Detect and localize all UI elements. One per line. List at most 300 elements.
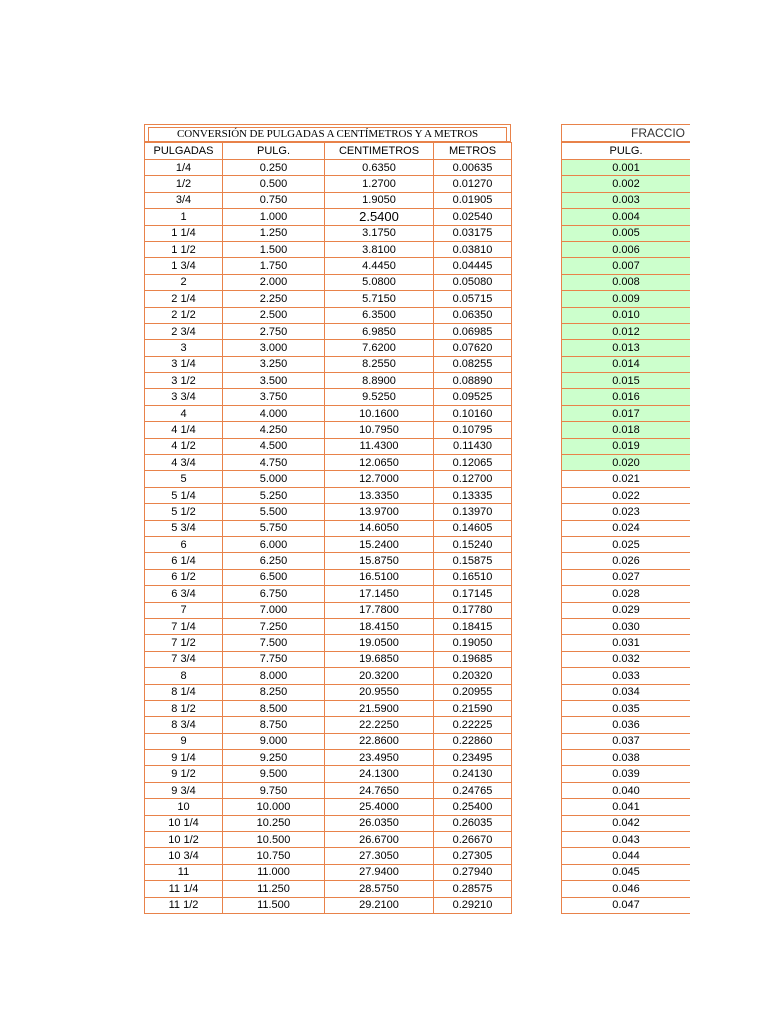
centimetros-cell: 19.6850 — [325, 651, 434, 667]
fraction-row — [562, 832, 691, 848]
centimetros-cell: 17.7800 — [325, 602, 434, 618]
pulgadas-cell: 9 3/4 — [145, 782, 223, 798]
metros-cell: 0.10795 — [434, 422, 512, 438]
fraction-row — [562, 209, 691, 225]
metros-cell: 0.13335 — [434, 487, 512, 503]
fraction-row — [562, 258, 691, 274]
pulgadas-cell: 4 — [145, 405, 223, 421]
fraction-grid — [561, 142, 690, 914]
metros-cell: 0.15240 — [434, 536, 512, 552]
pulg-cell: 6.500 — [223, 569, 325, 585]
centimetros-cell: 3.1750 — [325, 225, 434, 241]
pulg-cell: 3.500 — [223, 373, 325, 389]
pulg-cell: 0.750 — [223, 192, 325, 208]
fraction-cell: 0.007 — [562, 258, 691, 274]
fraction-cell: 0.008 — [562, 274, 691, 290]
fraction-cell: 0.043 — [562, 832, 691, 848]
fraction-header-pulg: PULG. — [562, 143, 691, 160]
centimetros-cell: 23.4950 — [325, 750, 434, 766]
pulg-cell: 2.750 — [223, 323, 325, 339]
table-row — [145, 356, 512, 372]
pulg-cell: 6.250 — [223, 553, 325, 569]
metros-cell: 0.27940 — [434, 864, 512, 880]
table-row — [145, 700, 512, 716]
table-row — [145, 832, 512, 848]
metros-cell: 0.06350 — [434, 307, 512, 323]
pulgadas-cell: 1 1/4 — [145, 225, 223, 241]
fraction-cell: 0.005 — [562, 225, 691, 241]
centimetros-cell: 5.0800 — [325, 274, 434, 290]
centimetros-cell: 29.2100 — [325, 897, 434, 913]
centimetros-cell: 8.2550 — [325, 356, 434, 372]
fraction-rows — [562, 160, 691, 914]
pulg-cell: 8.750 — [223, 717, 325, 733]
table-row — [145, 618, 512, 634]
table-row — [145, 848, 512, 864]
table-row — [145, 520, 512, 536]
pulg-cell: 7.500 — [223, 635, 325, 651]
header-pulg: PULG. — [223, 143, 325, 160]
fraction-cell: 0.022 — [562, 487, 691, 503]
centimetros-cell: 15.8750 — [325, 553, 434, 569]
pulgadas-cell: 8 — [145, 668, 223, 684]
metros-cell: 0.22860 — [434, 733, 512, 749]
fraction-cell: 0.009 — [562, 291, 691, 307]
fraction-row — [562, 405, 691, 421]
metros-cell: 0.00635 — [434, 160, 512, 176]
fraction-row — [562, 389, 691, 405]
metros-cell: 0.07620 — [434, 340, 512, 356]
fraction-cell: 0.029 — [562, 602, 691, 618]
fraction-row — [562, 536, 691, 552]
pulg-cell: 10.250 — [223, 815, 325, 831]
fraction-row — [562, 553, 691, 569]
metros-cell: 0.10160 — [434, 405, 512, 421]
metros-cell: 0.19050 — [434, 635, 512, 651]
fraction-cell: 0.010 — [562, 307, 691, 323]
metros-cell: 0.11430 — [434, 438, 512, 454]
fraction-cell: 0.036 — [562, 717, 691, 733]
fraction-row — [562, 291, 691, 307]
metros-cell: 0.21590 — [434, 700, 512, 716]
fraction-cell: 0.020 — [562, 455, 691, 471]
table-row — [145, 438, 512, 454]
fraction-cell: 0.042 — [562, 815, 691, 831]
fraction-cell: 0.023 — [562, 504, 691, 520]
table-row — [145, 422, 512, 438]
fraction-table — [561, 124, 690, 914]
table-row — [145, 241, 512, 257]
pulg-cell: 4.750 — [223, 455, 325, 471]
fraction-row — [562, 487, 691, 503]
centimetros-cell: 6.9850 — [325, 323, 434, 339]
pulgadas-cell: 7 — [145, 602, 223, 618]
pulgadas-cell: 11 1/2 — [145, 897, 223, 913]
metros-cell: 0.12065 — [434, 455, 512, 471]
fraction-row — [562, 569, 691, 585]
pulg-cell: 4.250 — [223, 422, 325, 438]
fraction-cell: 0.047 — [562, 897, 691, 913]
pulgadas-cell: 7 3/4 — [145, 651, 223, 667]
fraction-cell: 0.037 — [562, 733, 691, 749]
pulgadas-cell: 1 1/2 — [145, 241, 223, 257]
fraction-row — [562, 668, 691, 684]
metros-cell: 0.16510 — [434, 569, 512, 585]
centimetros-cell: 2.5400 — [325, 209, 434, 225]
table-row — [145, 160, 512, 176]
centimetros-cell: 13.9700 — [325, 504, 434, 520]
fraction-row — [562, 520, 691, 536]
fraction-title: FRACCIO — [561, 124, 690, 142]
metros-cell: 0.06985 — [434, 323, 512, 339]
centimetros-cell: 27.3050 — [325, 848, 434, 864]
fraction-row — [562, 864, 691, 880]
table-row — [145, 782, 512, 798]
pulgadas-cell: 10 3/4 — [145, 848, 223, 864]
centimetros-cell: 20.9550 — [325, 684, 434, 700]
pulgadas-cell: 4 1/4 — [145, 422, 223, 438]
centimetros-cell: 12.7000 — [325, 471, 434, 487]
table-row — [145, 569, 512, 585]
centimetros-cell: 28.5750 — [325, 881, 434, 897]
pulg-cell: 0.500 — [223, 176, 325, 192]
pulgadas-cell: 9 1/2 — [145, 766, 223, 782]
metros-cell: 0.02540 — [434, 209, 512, 225]
fraction-cell: 0.025 — [562, 536, 691, 552]
pulgadas-cell: 1 3/4 — [145, 258, 223, 274]
table-row — [145, 536, 512, 552]
pulg-cell: 9.750 — [223, 782, 325, 798]
metros-cell: 0.29210 — [434, 897, 512, 913]
pulg-cell: 5.250 — [223, 487, 325, 503]
fraction-cell: 0.024 — [562, 520, 691, 536]
metros-cell: 0.04445 — [434, 258, 512, 274]
fraction-row — [562, 192, 691, 208]
centimetros-cell: 25.4000 — [325, 799, 434, 815]
table-row — [145, 799, 512, 815]
fraction-cell: 0.001 — [562, 160, 691, 176]
fraction-row — [562, 241, 691, 257]
conversion-table — [144, 124, 511, 914]
table-title: CONVERSIÓN DE PULGADAS A CENTÍMETROS Y A METROS — [148, 127, 507, 141]
centimetros-cell: 27.9400 — [325, 864, 434, 880]
metros-cell: 0.25400 — [434, 799, 512, 815]
header-centimetros: CENTIMETROS — [325, 143, 434, 160]
pulgadas-cell: 3 — [145, 340, 223, 356]
fraction-cell: 0.035 — [562, 700, 691, 716]
pulgadas-cell: 9 — [145, 733, 223, 749]
pulgadas-cell: 5 3/4 — [145, 520, 223, 536]
fraction-row — [562, 274, 691, 290]
pulgadas-cell: 7 1/2 — [145, 635, 223, 651]
fraction-cell: 0.015 — [562, 373, 691, 389]
pulg-cell: 2.250 — [223, 291, 325, 307]
fraction-cell: 0.017 — [562, 405, 691, 421]
metros-cell: 0.09525 — [434, 389, 512, 405]
pulgadas-cell: 10 1/2 — [145, 832, 223, 848]
conversion-rows — [145, 160, 512, 914]
pulgadas-cell: 6 3/4 — [145, 586, 223, 602]
pulg-cell: 7.750 — [223, 651, 325, 667]
pulgadas-cell: 2 1/2 — [145, 307, 223, 323]
centimetros-cell: 26.6700 — [325, 832, 434, 848]
pulg-cell: 1.250 — [223, 225, 325, 241]
centimetros-cell: 18.4150 — [325, 618, 434, 634]
fraction-row — [562, 635, 691, 651]
fraction-row — [562, 225, 691, 241]
centimetros-cell: 22.8600 — [325, 733, 434, 749]
pulg-cell: 8.500 — [223, 700, 325, 716]
metros-cell: 0.20955 — [434, 684, 512, 700]
pulgadas-cell: 5 1/4 — [145, 487, 223, 503]
metros-cell: 0.05715 — [434, 291, 512, 307]
centimetros-cell: 20.3200 — [325, 668, 434, 684]
table-row — [145, 651, 512, 667]
pulg-cell: 5.500 — [223, 504, 325, 520]
metros-cell: 0.12700 — [434, 471, 512, 487]
centimetros-cell: 22.2250 — [325, 717, 434, 733]
table-row — [145, 897, 512, 913]
fraction-cell: 0.031 — [562, 635, 691, 651]
pulgadas-cell: 3 3/4 — [145, 389, 223, 405]
fraction-row — [562, 586, 691, 602]
table-row — [145, 504, 512, 520]
fraction-row — [562, 782, 691, 798]
fraction-row — [562, 700, 691, 716]
table-row — [145, 815, 512, 831]
table-row — [145, 864, 512, 880]
pulgadas-cell: 10 — [145, 799, 223, 815]
fraction-cell: 0.018 — [562, 422, 691, 438]
table-row — [145, 733, 512, 749]
centimetros-cell: 10.7950 — [325, 422, 434, 438]
pulg-cell: 10.750 — [223, 848, 325, 864]
pulgadas-cell: 1 — [145, 209, 223, 225]
centimetros-cell: 1.9050 — [325, 192, 434, 208]
pulg-cell: 6.750 — [223, 586, 325, 602]
pulgadas-cell: 4 1/2 — [145, 438, 223, 454]
metros-cell: 0.20320 — [434, 668, 512, 684]
pulg-cell: 5.750 — [223, 520, 325, 536]
pulg-cell: 7.250 — [223, 618, 325, 634]
metros-cell: 0.19685 — [434, 651, 512, 667]
fraction-cell: 0.012 — [562, 323, 691, 339]
pulg-cell: 3.000 — [223, 340, 325, 356]
metros-cell: 0.26035 — [434, 815, 512, 831]
centimetros-cell: 9.5250 — [325, 389, 434, 405]
fraction-row — [562, 340, 691, 356]
table-row — [145, 274, 512, 290]
metros-cell: 0.27305 — [434, 848, 512, 864]
centimetros-cell: 11.4300 — [325, 438, 434, 454]
pulg-cell: 9.250 — [223, 750, 325, 766]
pulg-cell: 1.750 — [223, 258, 325, 274]
centimetros-cell: 13.3350 — [325, 487, 434, 503]
metros-cell: 0.17780 — [434, 602, 512, 618]
pulgadas-cell: 8 3/4 — [145, 717, 223, 733]
pulg-cell: 7.000 — [223, 602, 325, 618]
metros-cell: 0.05080 — [434, 274, 512, 290]
fraction-row — [562, 750, 691, 766]
pulgadas-cell: 2 — [145, 274, 223, 290]
pulg-cell: 11.500 — [223, 897, 325, 913]
table-row — [145, 225, 512, 241]
metros-cell: 0.26670 — [434, 832, 512, 848]
centimetros-cell: 26.0350 — [325, 815, 434, 831]
metros-cell: 0.08890 — [434, 373, 512, 389]
table-row — [145, 635, 512, 651]
table-row — [145, 684, 512, 700]
table-row — [145, 750, 512, 766]
metros-cell: 0.23495 — [434, 750, 512, 766]
centimetros-cell: 8.8900 — [325, 373, 434, 389]
table-row — [145, 291, 512, 307]
header-row — [145, 143, 512, 160]
fraction-row — [562, 766, 691, 782]
fraction-cell: 0.026 — [562, 553, 691, 569]
metros-cell: 0.24130 — [434, 766, 512, 782]
centimetros-cell: 7.6200 — [325, 340, 434, 356]
fraction-cell: 0.004 — [562, 209, 691, 225]
table-row — [145, 455, 512, 471]
centimetros-cell: 14.6050 — [325, 520, 434, 536]
table-title-box — [144, 124, 511, 142]
centimetros-cell: 17.1450 — [325, 586, 434, 602]
fraction-row — [562, 881, 691, 897]
fraction-cell: 0.002 — [562, 176, 691, 192]
header-metros: METROS — [434, 143, 512, 160]
pulg-cell: 0.250 — [223, 160, 325, 176]
metros-cell: 0.13970 — [434, 504, 512, 520]
pulg-cell: 1.500 — [223, 241, 325, 257]
pulgadas-cell: 9 1/4 — [145, 750, 223, 766]
centimetros-cell: 0.6350 — [325, 160, 434, 176]
table-row — [145, 487, 512, 503]
pulg-cell: 3.250 — [223, 356, 325, 372]
table-row — [145, 209, 512, 225]
pulg-cell: 8.250 — [223, 684, 325, 700]
table-row — [145, 471, 512, 487]
fraction-cell: 0.021 — [562, 471, 691, 487]
pulgadas-cell: 5 — [145, 471, 223, 487]
pulg-cell: 2.500 — [223, 307, 325, 323]
centimetros-cell: 5.7150 — [325, 291, 434, 307]
fraction-cell: 0.028 — [562, 586, 691, 602]
pulg-cell: 11.250 — [223, 881, 325, 897]
pulgadas-cell: 11 1/4 — [145, 881, 223, 897]
pulg-cell: 10.500 — [223, 832, 325, 848]
fraction-cell: 0.016 — [562, 389, 691, 405]
pulg-cell: 6.000 — [223, 536, 325, 552]
fraction-row — [562, 176, 691, 192]
fraction-cell: 0.044 — [562, 848, 691, 864]
fraction-cell: 0.006 — [562, 241, 691, 257]
fraction-row — [562, 471, 691, 487]
centimetros-cell: 19.0500 — [325, 635, 434, 651]
fraction-row — [562, 356, 691, 372]
pulgadas-cell: 6 1/2 — [145, 569, 223, 585]
centimetros-cell: 10.1600 — [325, 405, 434, 421]
fraction-row — [562, 848, 691, 864]
pulgadas-cell: 3 1/2 — [145, 373, 223, 389]
metros-cell: 0.17145 — [434, 586, 512, 602]
pulg-cell: 8.000 — [223, 668, 325, 684]
fraction-cell: 0.038 — [562, 750, 691, 766]
pulg-cell: 1.000 — [223, 209, 325, 225]
fraction-cell: 0.032 — [562, 651, 691, 667]
pulgadas-cell: 5 1/2 — [145, 504, 223, 520]
pulgadas-cell: 4 3/4 — [145, 455, 223, 471]
fraction-cell: 0.030 — [562, 618, 691, 634]
pulgadas-cell: 2 3/4 — [145, 323, 223, 339]
pulgadas-cell: 8 1/4 — [145, 684, 223, 700]
metros-cell: 0.08255 — [434, 356, 512, 372]
fraction-row — [562, 422, 691, 438]
fraction-row — [562, 323, 691, 339]
table-row — [145, 307, 512, 323]
centimetros-cell: 16.5100 — [325, 569, 434, 585]
fraction-row — [562, 618, 691, 634]
centimetros-cell: 3.8100 — [325, 241, 434, 257]
pulg-cell: 2.000 — [223, 274, 325, 290]
pulgadas-cell: 1/4 — [145, 160, 223, 176]
fraction-cell: 0.014 — [562, 356, 691, 372]
fraction-cell: 0.034 — [562, 684, 691, 700]
table-row — [145, 373, 512, 389]
table-row — [145, 340, 512, 356]
fraction-cell: 0.027 — [562, 569, 691, 585]
fraction-row — [562, 815, 691, 831]
fraction-row — [562, 684, 691, 700]
table-row — [145, 258, 512, 274]
fraction-row — [562, 307, 691, 323]
centimetros-cell: 6.3500 — [325, 307, 434, 323]
fraction-cell: 0.040 — [562, 782, 691, 798]
fraction-cell: 0.033 — [562, 668, 691, 684]
table-row — [145, 405, 512, 421]
pulgadas-cell: 10 1/4 — [145, 815, 223, 831]
pulgadas-cell: 2 1/4 — [145, 291, 223, 307]
metros-cell: 0.01270 — [434, 176, 512, 192]
fraction-row — [562, 373, 691, 389]
metros-cell: 0.03810 — [434, 241, 512, 257]
table-row — [145, 717, 512, 733]
metros-cell: 0.01905 — [434, 192, 512, 208]
fraction-cell: 0.046 — [562, 881, 691, 897]
pulg-cell: 9.000 — [223, 733, 325, 749]
centimetros-cell: 12.0650 — [325, 455, 434, 471]
table-row — [145, 176, 512, 192]
fraction-cell: 0.039 — [562, 766, 691, 782]
fraction-cell: 0.013 — [562, 340, 691, 356]
table-row — [145, 766, 512, 782]
centimetros-cell: 24.1300 — [325, 766, 434, 782]
fraction-row — [562, 651, 691, 667]
fraction-row — [562, 455, 691, 471]
centimetros-cell: 24.7650 — [325, 782, 434, 798]
table-row — [145, 323, 512, 339]
centimetros-cell: 15.2400 — [325, 536, 434, 552]
fraction-cell: 0.019 — [562, 438, 691, 454]
table-row — [145, 389, 512, 405]
metros-cell: 0.14605 — [434, 520, 512, 536]
table-row — [145, 586, 512, 602]
fraction-header-row — [562, 143, 691, 160]
pulgadas-cell: 3/4 — [145, 192, 223, 208]
fraction-cell: 0.045 — [562, 864, 691, 880]
table-row — [145, 553, 512, 569]
header-pulgadas: PULGADAS — [145, 143, 223, 160]
